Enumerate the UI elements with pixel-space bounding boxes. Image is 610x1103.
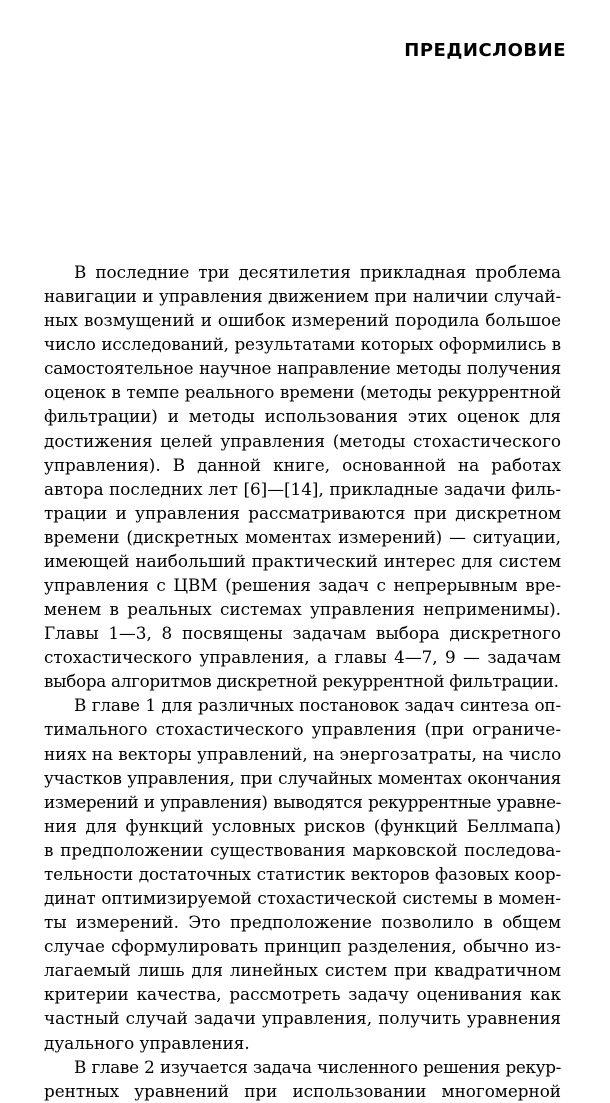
text-line: имеющей наибольший практический интерес для систем (44, 550, 561, 571)
text-line: В главе 1 для различных постановок задач синтеза оп- (74, 695, 561, 716)
text-line: менем в реальных системах управления неприменимы). (44, 599, 561, 620)
text-line: число исследований, результатами которых оформились в (44, 334, 561, 355)
text-line: дуального управления. (44, 1032, 250, 1053)
text-line: критерии качества, рассмотреть задачу оценивания как (44, 984, 561, 1005)
text-line: выбора алгоритмов дискретной рекуррентной фильтрации. (44, 671, 559, 692)
text-line: тимального стохастического управления (при ограниче- (44, 719, 561, 740)
text-line: стохастического управления, а главы 4—7, 9 — задачам (44, 647, 561, 668)
text-line: измерений и управления) выводятся рекуррентные уравне- (44, 791, 561, 812)
text-line: участков управления, при случайных моментах окончания (44, 767, 561, 788)
text-line: оценок в темпе реального времени (методы рекуррентной (44, 382, 561, 403)
text-line: трации и управления рассматриваются при дискретном (44, 502, 561, 523)
text-line: тельности достаточных статистик векторов фазовых коор- (44, 863, 561, 884)
text-line: в предположении существования марковской последова- (44, 839, 561, 860)
text-line: динат оптимизируемой стохастической системы в момен- (44, 888, 561, 909)
text-line: Главы 1—3, 8 посвящены задачам выбора дискретного (44, 623, 561, 644)
text-line: самостоятельное научное направление методы получения (44, 358, 561, 379)
text-line: рентных уравнений при использовании многомерной (44, 1080, 561, 1101)
text-line: В последние три десятилетия прикладная проблема (74, 262, 561, 282)
text-line: времени (дискретных моментах измерений) — ситуации, (44, 526, 561, 547)
text-line: ния для функций условных рисков (функций Беллмапа) (44, 815, 561, 836)
text-line: ниях на векторы управлений, на энергозатраты, на число (44, 743, 562, 764)
text-line: ты измерений. Это предположение позволило в общем (44, 912, 561, 933)
text-line: навигации и управления движением при наличии случай- (44, 286, 561, 307)
text-line: ных возмущений и ошибок измерений породила большое (44, 310, 561, 331)
text-line: достижения целей управления (методы стохастического (44, 430, 561, 451)
text-line: управления с ЦВМ (решения задач с непрерывным вре- (44, 575, 561, 596)
page-heading: ПРЕДИСЛОВИЕ (404, 40, 566, 61)
text-line: управления). В данной книге, основанной на работах (44, 454, 561, 475)
text-line: лагаемый лишь для линейных систем при квадратичном (44, 960, 561, 981)
text-line: случае сформулировать принцип разделения, обычно из- (44, 936, 561, 957)
text-line: частный случай задачи управления, получить уравнения (44, 1008, 561, 1029)
text-line: В главе 2 изучается задача численного решения рекур- (74, 1056, 561, 1077)
text-line: фильтрации) и методы использования этих оценок для (44, 406, 561, 427)
text-line: автора последних лет [6]—[14], прикладные задачи филь- (44, 478, 561, 499)
body-text (44, 260, 561, 1103)
